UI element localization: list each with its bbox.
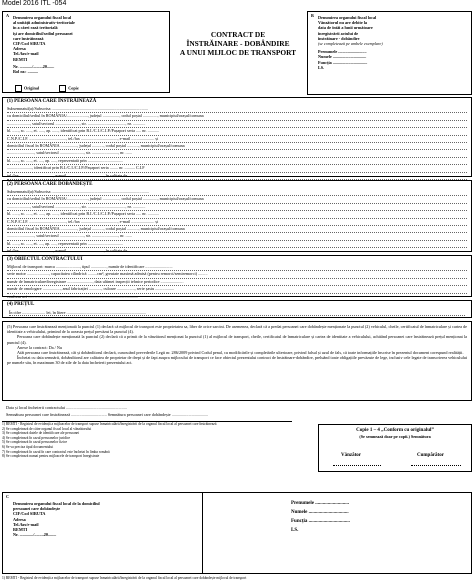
copy-seller-label: Vânzător	[341, 453, 361, 458]
seller-signature-field[interactable]	[333, 465, 381, 466]
box-b-line: înstrăinare - dobândire	[318, 35, 360, 41]
object-line[interactable]: serie motor ....................., capacitatea cilindrică .........cm³, greutate maximă admisă (pentru remorci/semiremorci) .........	[7, 271, 467, 278]
box-b-field: LS.	[318, 64, 325, 70]
box-c-fields	[291, 499, 461, 535]
box-a	[2, 11, 170, 93]
buyer-line[interactable]: bl. ......, sc. ....., et. ....., ap. ......, identificat prin B.I./C.I./C.I.P./Pașaport seria ..... nr. ...........	[7, 211, 467, 218]
box-c	[2, 492, 472, 574]
original-checkbox[interactable]	[15, 85, 22, 92]
box-c-field[interactable]: Prenumele ...........................	[291, 501, 349, 506]
seller-line[interactable]: ........................, identificat prin B.I./C.I./C.I.P./Pașaport seria ........ nr. .......... C.I.F	[7, 165, 467, 172]
box-c-field: LS.	[291, 528, 299, 533]
box-b-field[interactable]: Prenumele ...........................	[318, 49, 367, 55]
footnotes	[2, 421, 292, 488]
box-c-line: Tel./fax/e-mail	[13, 521, 39, 527]
box-a-lines	[13, 15, 165, 74]
box-a-line: care înstrăinează	[13, 35, 44, 41]
section-seller	[2, 97, 472, 177]
box-c-line[interactable]: Nr. ............./.........20........	[13, 532, 57, 538]
seller-line[interactable]: bl. ......, sc. ....., et. ....., ap. ......, identificat prin B.I./C.I./C.I.P./Pașaport seria ..... nr. ...........	[7, 128, 467, 135]
box-a-nr: Nr. ............/.........20.......	[13, 63, 55, 69]
box-a-rol: Rol nr.: ..........	[13, 69, 39, 75]
object-line[interactable]: număr de înmatriculare/înregistrare ........................, data ultimei inspecții tehnice periodice ......................	[7, 279, 467, 286]
box-a-letter: A	[6, 13, 10, 18]
box-a-line: Denumirea organului fiscal local	[13, 15, 72, 20]
section-object	[2, 255, 472, 297]
declaration-paragraph: Încheiat cu data semnării, dobânditorul are calitatea de proprietar de drept și de fapt asupra mijlocului de transport ce face obiectul prezentului contract de înstrăinare-dobândire, preluând toate obligațiile prevăzute de lege, inclusiv cele legate de transcrierea vehiculului pe numele său, în maximum 30 de zile de la data încheierii prezentului act.	[7, 355, 467, 366]
box-c-field[interactable]: Funcția .................................	[291, 519, 350, 524]
box-c-line: REMTI	[13, 527, 28, 533]
box-c-line: persoanei care dobândește	[13, 506, 61, 512]
object-line[interactable]: Mijlocul de transport: marca ......................., tipul ..............., număr de identificare ..........................	[7, 264, 467, 271]
footnote: 3) Se completează datele de identificare ale persoanei	[2, 431, 80, 436]
box-a-line: își are domiciliul/sediul persoanei	[13, 30, 73, 36]
signature-line[interactable]: Semnătura persoanei care înstrăinează .................................. Semnătura persoanei care dobândește ...................................	[6, 412, 209, 417]
box-c-field[interactable]: Numele ................................	[291, 510, 349, 515]
footnote: 7) Se completează în cazul în care contractul este încheiat în limba română	[2, 449, 110, 454]
box-a-line: CIF/Cod SIRUTA	[13, 41, 46, 47]
box-c-line: Denumirea organului fiscal local de la domiciliul	[13, 501, 100, 506]
footnote: 1) REMTI - Registrul de evidență a mijloacelor de transport supuse înmatriculării/înregistrării de la organul fiscal local al persoanei care înstrăinează	[2, 422, 217, 426]
box-b-line: data de întâi a lunii următoare	[318, 25, 373, 31]
section-4-title: (4) PREȚUL	[7, 302, 35, 307]
box-c-line: Adresa	[13, 516, 26, 522]
buyer-line[interactable]: cu domiciliul/sediul în ROMÂNIA/...................., județul ................, codul poștal .............., municipiul/orașul/comuna	[7, 196, 467, 203]
section-1-lines	[7, 106, 467, 180]
section-2-title: (2) PERSOANA CARE DOBÂNDEȘTE	[7, 182, 93, 187]
section-1-title: (1) PERSOANA CARE ÎNSTRĂINEAZĂ	[7, 99, 97, 104]
annex-line[interactable]: Anexe la contract: Da / Nu	[17, 344, 62, 350]
buyer-line[interactable]: ......................, satul/sectorul ......................., str. ...................................., nr. ............	[7, 204, 467, 211]
buyer-line[interactable]: Subsemnatul(a)/Subscrisa .............................................................................................	[7, 189, 467, 196]
object-line[interactable]: număr de omologare ................., anul fabricației ............, culoare ................., serie șasiu ..................	[7, 286, 467, 293]
footnote: 8) Se completează numai pentru mijloacele de transport înregistrate	[2, 454, 100, 459]
copy-box	[318, 424, 472, 472]
box-b-sub: (se completează pe ambele exemplare)	[318, 41, 383, 47]
date-place-line[interactable]: Data și locul încheierii contractului ..........................................................	[6, 405, 127, 410]
box-c-line: CIF/Cod SIRUTA	[13, 511, 46, 517]
box-b	[307, 11, 472, 95]
model-label: Model 2016 ITL -054	[2, 0, 67, 7]
section-price	[2, 300, 472, 318]
copy-box-title: Copie 1 – 4 „Conform cu originalul”	[356, 428, 434, 433]
seller-line[interactable]: .........................., satul/sectorul ......................., str. ........................., nr. ......	[7, 150, 467, 157]
seller-line[interactable]: cu domiciliul/sediul în ROMÂNIA/...................., județul ................, codul poștal .............., municipiul/orașul/comuna	[7, 113, 467, 120]
buyer-line[interactable]: .........................., satul/sectorul ......................., str. ........................., nr. ......	[7, 233, 467, 240]
object-line[interactable]: conform act .........................................................................................................	[7, 294, 467, 301]
declaration-paragraph: (5) Persoana care înstrăinează menționată la punctul (1) declară că mijlocul de transport este proprietatea sa, liber de orice sarcini. De asemenea, declară că a predat persoanei care dobândește menționate la punctul (2) vehiculul, cheile, certificatul de înmatriculare și cartea de identitate a vehiculului, primind de la aceasta prețul prevăzut la punctul (4).	[7, 324, 467, 335]
box-a-line: REMTI	[13, 56, 28, 62]
declaration-paragraph: Persoana care dobândește menționată la punctul (2) declară că a primit de la vânzătorul menționat la punctul (1) al mijlocul de transport, cheile, certificatul de înmatriculare și cartea de identitate a vehiculului, achitând persoanei care înstrăinează prețul menționat la punctul (4).	[7, 334, 467, 345]
footnote: 5) Se completează în cazul persoanelor fizice	[2, 440, 68, 445]
footnote: 6) Se va preciza tipul documentului	[2, 444, 54, 449]
box-b-line: Denumirea organului fiscal local	[318, 15, 377, 20]
box-b-letter: B	[311, 13, 314, 18]
page-title: CONTRACT DE ÎNSTRĂINARE - DOBÂNDIRE A UNUI MIJLOC DE TRANSPORT	[179, 30, 297, 57]
price-line[interactable]: În cifre ...................... lei, în litere ............................................................................	[9, 310, 465, 316]
box-b-field[interactable]: Numele ................................	[318, 54, 367, 60]
seller-line[interactable]: bl. ......, sc. ....., et. ...., ap. ....., reprezentată prin ..................................	[7, 158, 467, 165]
box-a-line: al unității administrativ-teritoriale	[13, 20, 75, 26]
box-a-line: Tel./fax/e-mail	[13, 51, 39, 57]
footnote: 4) Se completează în cazul persoanelor juridice	[2, 435, 71, 440]
seller-line[interactable]: Subsemnatul(a)/Subscrisa ............................................................................................	[7, 106, 467, 113]
seller-line[interactable]: ......................, satul/sectorul ......................., str. ...................................., nr. ............	[7, 121, 467, 128]
box-b-line: înregistrării actului de	[318, 30, 359, 36]
section-2-lines	[7, 189, 467, 256]
section-declarations	[2, 321, 472, 401]
copy-box-sub: (Se semnează doar pe copii.) Semnătura	[359, 434, 431, 439]
declaration-paragraph: Atât persoana care înstrăinează, cât și dobânditorul declară, cunoscând prevederile Legii nr. 286/2009 privind Codul penal, cu modificările și completările ulterioare, privind falsul și uzul de fals, că toate informațiile înscrise în prezentul document corespund realității.	[17, 350, 464, 356]
buyer-line[interactable]: tel./fax ................................, e-mail ..................................., în calitate de ..............	[7, 248, 467, 255]
seller-line[interactable]: C.N.P./C.I.F. ..................................., tel./fax ..................................., e-mail ...................... și	[7, 136, 467, 143]
copie-checkbox[interactable]	[59, 85, 66, 92]
section-3-title: (3) OBIECTUL CONTRACTULUI	[7, 257, 83, 262]
box-b-field[interactable]: Funcția .................................	[318, 59, 368, 65]
buyer-line[interactable]: domiciliul fiscal în ROMÂNIA ................, județul ..........., codul poștal ..........., municipiul/orașul/comuna	[7, 226, 467, 233]
section-buyer	[2, 180, 472, 252]
footnote: 2) Se completează de către organul fiscal local al vânzătorului	[2, 426, 92, 431]
seller-line[interactable]: domiciliul fiscal în ROMÂNIA ................, județul ..........., codul poștal ..........., municipiul/orașul/comuna	[7, 143, 467, 150]
buyer-line[interactable]: bl. ......, sc. ....., et. ...., ap. ....., reprezentată prin ..................................	[7, 241, 467, 248]
box-c-left	[3, 493, 203, 573]
copy-buyer-label: Cumpărător	[417, 453, 444, 458]
buyer-signature-field[interactable]	[411, 465, 461, 466]
buyer-line[interactable]: C.N.P./C.I.F. ..................................., tel./fax ..................................., e-mail ...................... și	[7, 219, 467, 226]
footer-note: 1) REMTI - Registrul de evidență a mijloacelor de transport supuse înmatriculării/înregistrării de la organul fiscal local al persoanei care dobândește mijlocul de transport	[2, 576, 247, 580]
seller-line[interactable]: tel./fax ................................, e-mail ..................................., în calitate de ..............	[7, 173, 467, 180]
box-a-line: în a cărei rază teritorială	[13, 25, 58, 31]
box-a-line: Adresa	[13, 46, 26, 52]
declarations-text	[7, 324, 467, 366]
box-b-line: Vânzătorul nu are debite la	[318, 20, 368, 26]
original-checkbox-row[interactable]: Original Copie	[15, 85, 79, 92]
box-c-letter: C	[6, 494, 10, 499]
